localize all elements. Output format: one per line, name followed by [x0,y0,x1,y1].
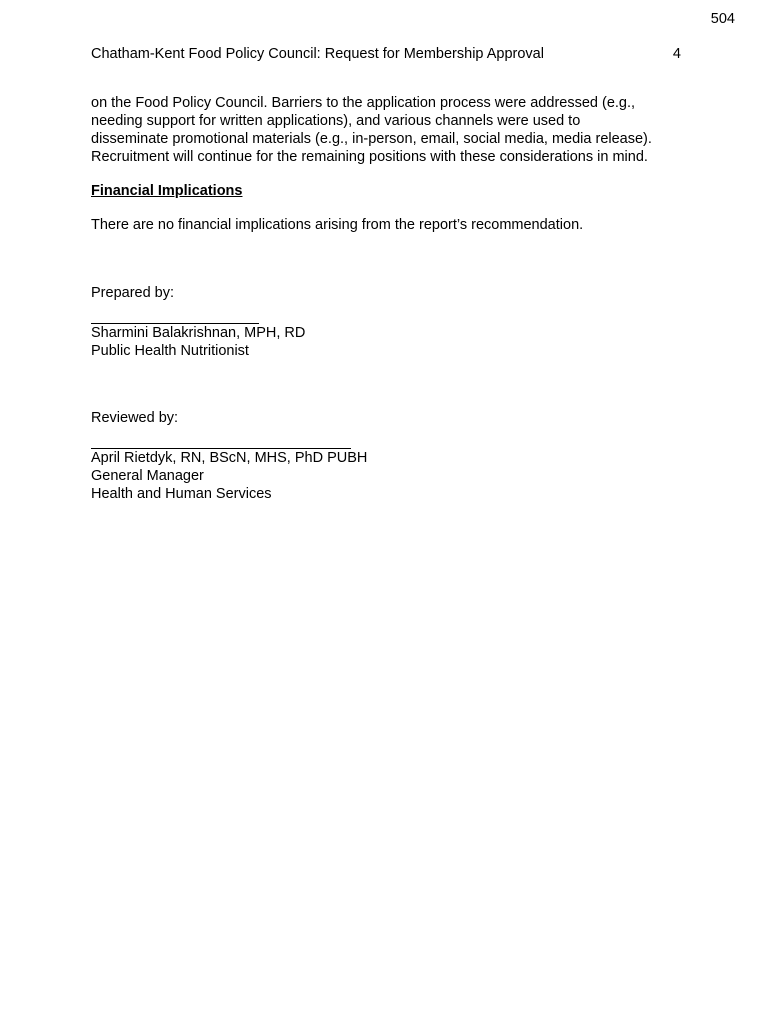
header-page-number: 4 [672,46,681,62]
reviewed-by-title: General Manager [91,468,204,484]
prepared-by-label: Prepared by: [91,285,175,301]
prepared-by-name: Sharmini Balakrishnan, MPH, RD [91,325,306,341]
financial-implications-text: There are no financial implications arising from the report’s recommendation. [91,217,584,233]
reviewed-by-name: April Rietdyk, RN, BScN, MHS, PhD PUBH [91,450,368,466]
paragraph-line: needing support for written applications), and various channels were used to [91,113,581,129]
prepared-by-block [91,284,691,360]
reviewed-by-department: Health and Human Services [91,486,272,502]
prepared-by-title: Public Health Nutritionist [91,343,249,359]
paragraph-line: disseminate promotional materials (e.g., in-person, email, social media, media release). [91,131,652,147]
body-paragraph [91,94,691,166]
reviewed-by-label: Reviewed by: [91,410,179,426]
financial-implications-heading: Financial Implications [91,183,243,199]
document-body [91,94,691,503]
page-header [91,46,681,62]
document-page-number: 504 [710,11,735,27]
header-title: Chatham-Kent Food Policy Council: Request for Membership Approval [91,46,544,62]
paragraph-line: Recruitment will continue for the remaining positions with these considerations in mind. [91,149,648,165]
paragraph-line: on the Food Policy Council. Barriers to the application process were addressed (e.g., [91,95,636,111]
reviewed-by-block [91,409,691,503]
